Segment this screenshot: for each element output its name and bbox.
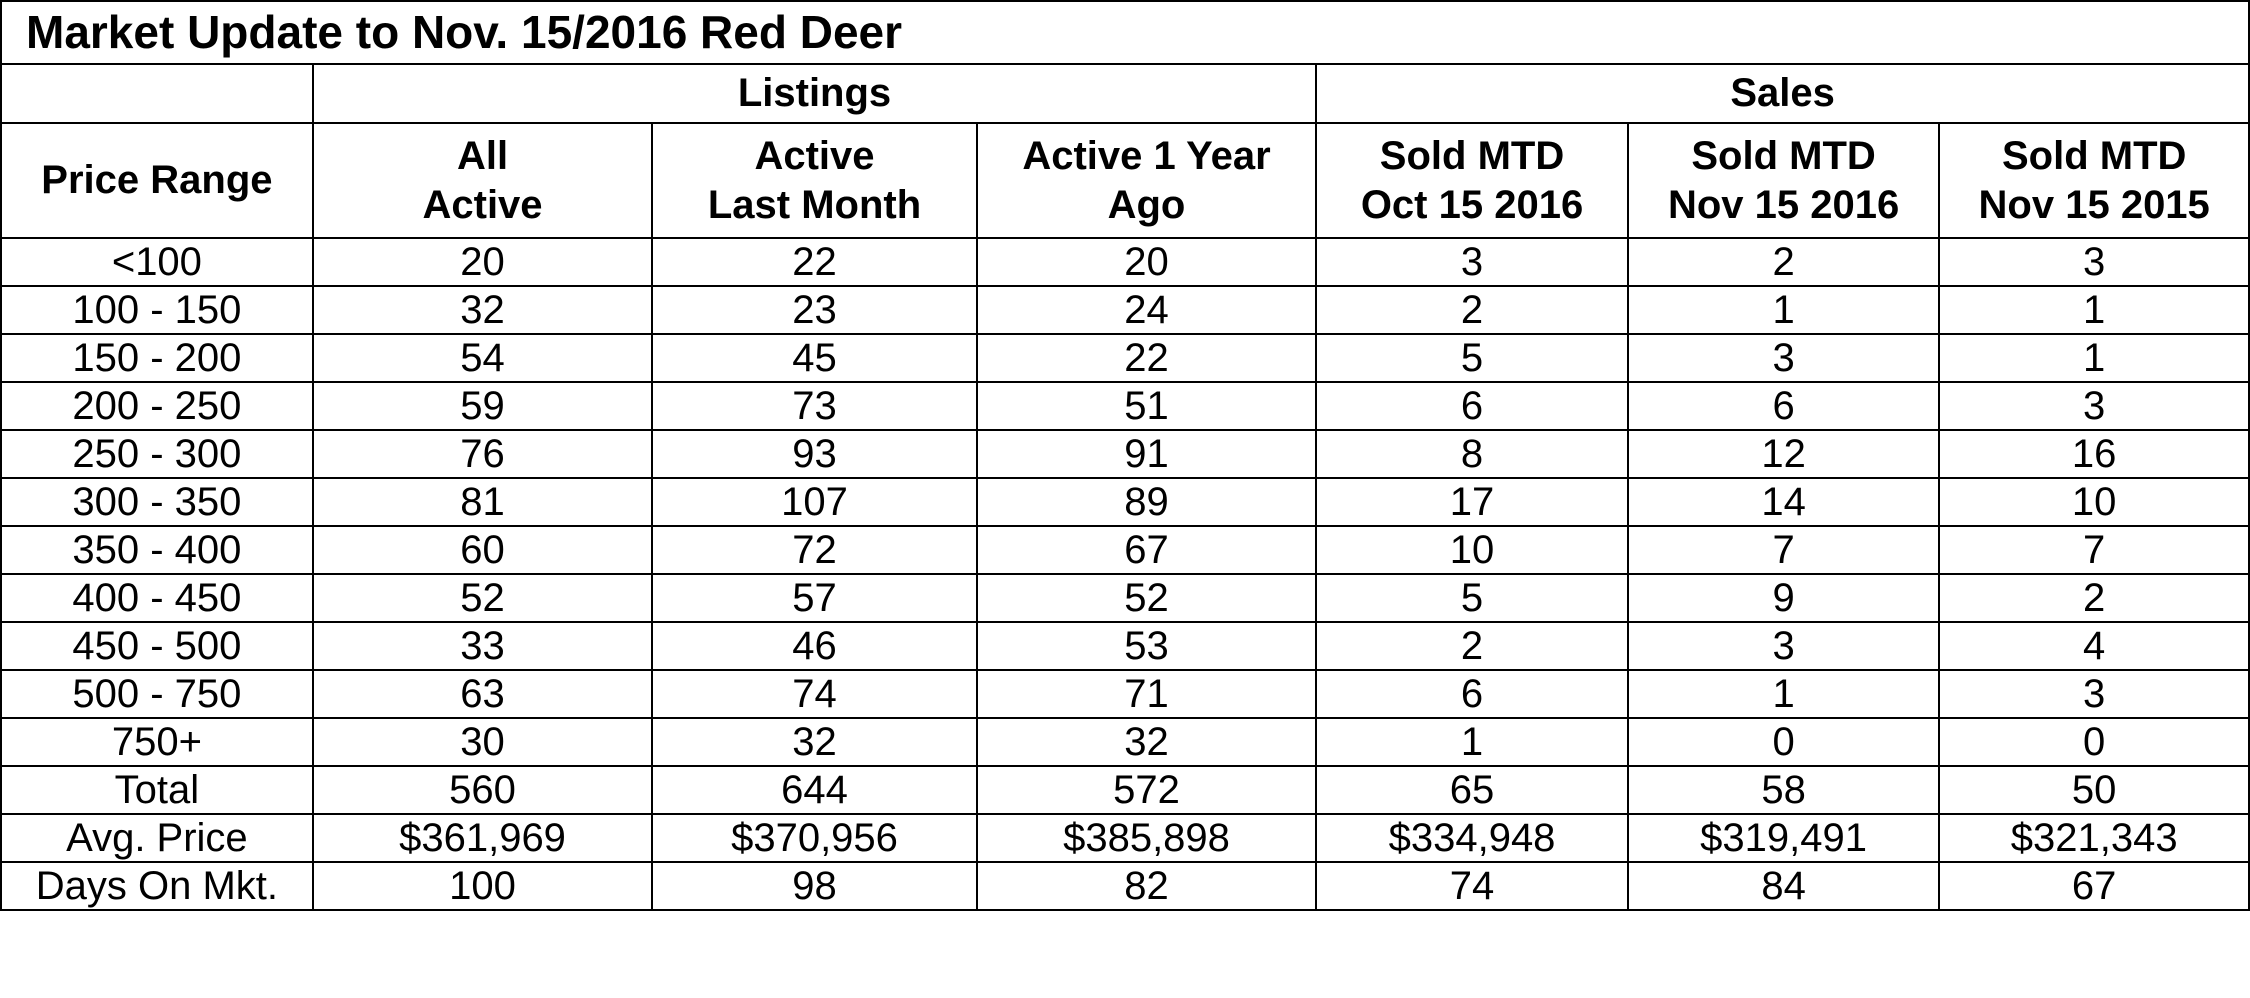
header-line-2: Nov 15 2015	[1978, 182, 2210, 227]
value-cell: 8	[1316, 430, 1628, 478]
value-cell: 100	[313, 862, 652, 910]
value-cell: 20	[313, 238, 652, 286]
value-cell: 93	[652, 430, 977, 478]
value-cell: 4	[1939, 622, 2249, 670]
value-cell: 22	[652, 238, 977, 286]
value-cell: 1	[1316, 718, 1628, 766]
row-label-cell: 100 - 150	[1, 286, 313, 334]
table-row	[1, 718, 2249, 766]
header-line-1: Sold MTD	[1379, 133, 1565, 178]
table-row	[1, 574, 2249, 622]
value-cell: 1	[1939, 334, 2249, 382]
table-row	[1, 478, 2249, 526]
value-cell: 32	[652, 718, 977, 766]
table-row	[1, 814, 2249, 862]
group-header-empty	[1, 64, 313, 123]
row-label-cell: Days On Mkt.	[1, 862, 313, 910]
value-cell: 71	[977, 670, 1316, 718]
table-row	[1, 670, 2249, 718]
table-title: Market Update to Nov. 15/2016 Red Deer	[1, 1, 2249, 64]
value-cell: 32	[313, 286, 652, 334]
value-cell: 572	[977, 766, 1316, 814]
table-row	[1, 238, 2249, 286]
row-label-cell: Avg. Price	[1, 814, 313, 862]
value-cell: 1	[1628, 286, 1940, 334]
row-label-cell: 750+	[1, 718, 313, 766]
value-cell: 5	[1316, 334, 1628, 382]
value-cell: 20	[977, 238, 1316, 286]
value-cell: 54	[313, 334, 652, 382]
row-label-cell: 450 - 500	[1, 622, 313, 670]
value-cell: 2	[1316, 622, 1628, 670]
col-header-sold-mtd-nov-15-2016	[1628, 123, 1940, 238]
row-label-cell: 300 - 350	[1, 478, 313, 526]
value-cell: 3	[1628, 334, 1940, 382]
value-cell: 53	[977, 622, 1316, 670]
table-row	[1, 526, 2249, 574]
col-header-active-last-month	[652, 123, 977, 238]
value-cell: 84	[1628, 862, 1940, 910]
value-cell: 3	[1939, 382, 2249, 430]
value-cell: 7	[1939, 526, 2249, 574]
row-label-cell: <100	[1, 238, 313, 286]
row-label-cell: 200 - 250	[1, 382, 313, 430]
value-cell: 65	[1316, 766, 1628, 814]
value-cell: 10	[1939, 478, 2249, 526]
value-cell: 3	[1316, 238, 1628, 286]
header-line-2: Nov 15 2016	[1667, 182, 1900, 227]
header-line-1: Active 1 Year	[1022, 133, 1271, 178]
value-cell: 50	[1939, 766, 2249, 814]
row-label-cell: 500 - 750	[1, 670, 313, 718]
group-header-sales: Sales	[1316, 64, 2249, 123]
value-cell: 10	[1316, 526, 1628, 574]
value-cell: 2	[1316, 286, 1628, 334]
col-header-sold-mtd-oct-15-2016	[1316, 123, 1628, 238]
header-line-1: Sold MTD	[1691, 133, 1876, 178]
value-cell: 6	[1628, 382, 1940, 430]
value-cell: $319,491	[1628, 814, 1940, 862]
value-cell: 32	[977, 718, 1316, 766]
value-cell: 46	[652, 622, 977, 670]
value-cell: 9	[1628, 574, 1940, 622]
value-cell: 74	[1316, 862, 1628, 910]
value-cell: 45	[652, 334, 977, 382]
group-header-listings: Listings	[313, 64, 1316, 123]
row-label-cell: 250 - 300	[1, 430, 313, 478]
value-cell: 82	[977, 862, 1316, 910]
value-cell: 14	[1628, 478, 1940, 526]
value-cell: 98	[652, 862, 977, 910]
value-cell: $370,956	[652, 814, 977, 862]
value-cell: 30	[313, 718, 652, 766]
value-cell: 24	[977, 286, 1316, 334]
value-cell: 7	[1628, 526, 1940, 574]
value-cell: 5	[1316, 574, 1628, 622]
value-cell: 22	[977, 334, 1316, 382]
value-cell: 67	[977, 526, 1316, 574]
value-cell: 3	[1628, 622, 1940, 670]
header-line-1: Price Range	[41, 158, 273, 202]
col-header-active-1-year-ago	[977, 123, 1316, 238]
value-cell: 67	[1939, 862, 2249, 910]
value-cell: 6	[1316, 670, 1628, 718]
table-row	[1, 382, 2249, 430]
header-line-1: All	[456, 133, 509, 178]
value-cell: 52	[977, 574, 1316, 622]
value-cell: $334,948	[1316, 814, 1628, 862]
value-cell: 59	[313, 382, 652, 430]
value-cell: 2	[1628, 238, 1940, 286]
value-cell: 0	[1628, 718, 1940, 766]
row-label-cell: 150 - 200	[1, 334, 313, 382]
value-cell: 0	[1939, 718, 2249, 766]
value-cell: $385,898	[977, 814, 1316, 862]
value-cell: $321,343	[1939, 814, 2249, 862]
row-label-cell: 350 - 400	[1, 526, 313, 574]
value-cell: 63	[313, 670, 652, 718]
value-cell: 2	[1939, 574, 2249, 622]
value-cell: 74	[652, 670, 977, 718]
value-cell: 6	[1316, 382, 1628, 430]
col-header-sold-mtd-nov-15-2015	[1939, 123, 2249, 238]
header-line-2: Ago	[1107, 182, 1186, 227]
value-cell: 23	[652, 286, 977, 334]
header-line-1: Active	[754, 133, 875, 178]
col-header-price-range	[1, 123, 313, 238]
table-row	[1, 622, 2249, 670]
col-header-all-active	[313, 123, 652, 238]
value-cell: 1	[1939, 286, 2249, 334]
value-cell: 89	[977, 478, 1316, 526]
table-row	[1, 334, 2249, 382]
value-cell: 107	[652, 478, 977, 526]
table-row	[1, 862, 2249, 910]
value-cell: 57	[652, 574, 977, 622]
value-cell: 91	[977, 430, 1316, 478]
value-cell: 58	[1628, 766, 1940, 814]
table-row	[1, 430, 2249, 478]
value-cell: 1	[1628, 670, 1940, 718]
value-cell: 12	[1628, 430, 1940, 478]
value-cell: $361,969	[313, 814, 652, 862]
value-cell: 560	[313, 766, 652, 814]
value-cell: 60	[313, 526, 652, 574]
value-cell: 16	[1939, 430, 2249, 478]
value-cell: 81	[313, 478, 652, 526]
value-cell: 3	[1939, 238, 2249, 286]
value-cell: 644	[652, 766, 977, 814]
value-cell: 72	[652, 526, 977, 574]
value-cell: 33	[313, 622, 652, 670]
header-line-2: Active	[422, 182, 543, 227]
table-row	[1, 286, 2249, 334]
table-row	[1, 766, 2249, 814]
header-line-2: Last Month	[707, 182, 922, 227]
value-cell: 73	[652, 382, 977, 430]
value-cell: 3	[1939, 670, 2249, 718]
header-line-1: Sold MTD	[2001, 133, 2187, 178]
value-cell: 17	[1316, 478, 1628, 526]
row-label-cell: Total	[1, 766, 313, 814]
value-cell: 52	[313, 574, 652, 622]
header-line-2: Oct 15 2016	[1360, 182, 1584, 227]
column-header-row	[1, 123, 2249, 238]
row-label-cell: 400 - 450	[1, 574, 313, 622]
value-cell: 51	[977, 382, 1316, 430]
value-cell: 76	[313, 430, 652, 478]
